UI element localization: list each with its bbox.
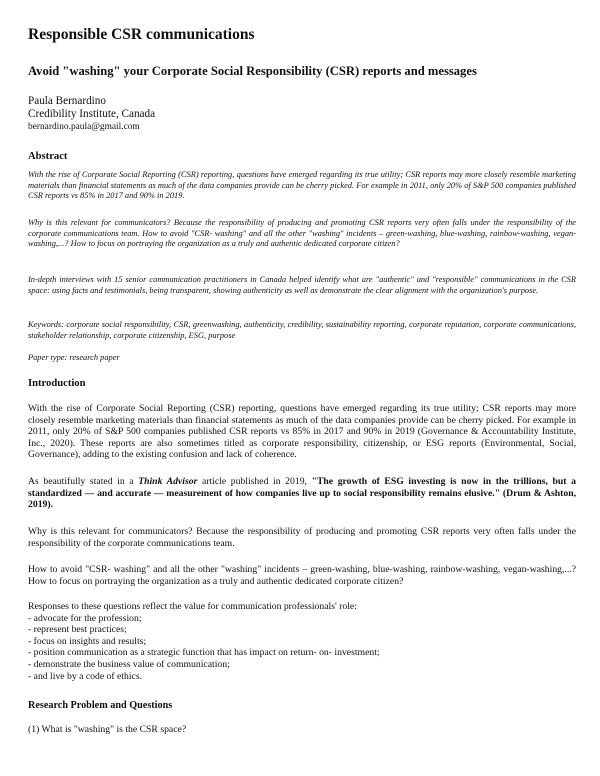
quote-lead: As beautifully stated in a	[28, 476, 139, 487]
intro-paragraph-3: Why is this relevant for communicators? Because the responsibility of producing and promoting CSR reports very often falls under the responsibility of the corporate communications team.	[28, 526, 576, 549]
list-item: - advocate for the profession;	[28, 612, 142, 624]
author-email: bernardino.paula@gmail.com	[28, 122, 140, 132]
author-affiliation: Credibility Institute, Canada	[28, 108, 156, 120]
list-item: - represent best practices;	[28, 624, 127, 636]
abstract-paragraph-2: Why is this relevant for communicators? Because the responsibility of producing and promoting CSR reports very often falls under the responsibility of the corporate communications team. How to avoid "CSR- washing" and all the other "washing" incidents – green-washing, blue-washing, rainbow-washing, vegan-washing,...? How to focus on portraying the organization as a truly and authentic dedicated corporate citizen?	[28, 218, 576, 249]
paper-title: Responsible CSR communications	[28, 26, 255, 43]
roles-list	[28, 613, 576, 683]
paper-subtitle: Avoid "washing" your Corporate Social Responsibility (CSR) reports and messages	[28, 64, 477, 78]
keywords: Keywords: corporate social responsibility, CSR, greenwashing, authenticity, credibility, sustainability reporting, corporate reputation, corporate communications, stakeholder relationship, corporate citizenship, ESG, purpose	[28, 320, 576, 340]
intro-paragraph-1: With the rise of Corporate Social Reporting (CSR) reporting, questions have emerged regarding its true utility; CSR reports may more closely resemble marketing materials than financial statements as much of the data companies provide can be cherry picked. For example in 2011, only 20% of S&P 500 companies published CSR reports vs 85% in 2017 and 90% in 2019 (Governance & Accountability Institute, Inc., 2020). These reports are also sometimes titled as corporate responsibility, citizenship, or ESG reports (Environmental, Social, Governance), adding to the existing confusion and lack of coherence.	[28, 403, 576, 461]
abstract-paragraph-3: In-depth interviews with 15 senior communication practitioners in Canada helped identify what are "authentic" and "responsible" communications in the CSR space: using facts and testimonials, being transparent, showing authenticity as well as demonstrate the clear alignment with the organization's purpose.	[28, 275, 576, 295]
research-heading: Research Problem and Questions	[28, 700, 173, 711]
quote-mid: article published in 2019,	[197, 476, 312, 487]
list-item: - position communication as a strategic function that has impact on return- on- investment;	[28, 647, 380, 659]
introduction-heading: Introduction	[28, 378, 86, 389]
intro-paragraph-4: How to avoid "CSR- washing" and all the other "washing" incidents – green-washing, blue-washing, rainbow-washing, vegan-washing,...? How to focus on portraying the organization as a truly and authentic dedicated corporate citizen?	[28, 564, 576, 587]
list-item: - focus on insights and results;	[28, 635, 147, 647]
abstract-heading: Abstract	[28, 151, 68, 162]
research-question-1: (1) What is "washing" is the CSR space?	[28, 724, 187, 735]
paper-type: Paper type: research paper	[28, 353, 120, 362]
quote-text: "The growth of ESG investing is now in the trillions, but a standardized — and accurate — measurement of how companies live up to social responsibility remains elusive." (Drum & Ashton, 2019).	[28, 476, 576, 511]
abstract-paragraph-1: With the rise of Corporate Social Reporting (CSR) reporting, questions have emerged regarding its true utility; CSR reports may more closely resemble marketing materials than financial statements as much of the data companies provide can be cherry picked. For example in 2011, only 20% of S&P 500 companies published CSR reports vs 85% in 2017 and 90% in 2019.	[28, 170, 576, 201]
list-item: - and live by a code of ethics.	[28, 670, 143, 682]
quote-source: Think Advisor	[138, 476, 198, 487]
author-name: Paula Bernardino	[28, 95, 106, 107]
intro-roles-block	[28, 601, 576, 682]
intro-quote-paragraph	[28, 476, 576, 511]
list-item: - demonstrate the business value of communication;	[28, 658, 230, 670]
author-block	[28, 95, 155, 134]
intro-paragraph-5: Responses to these questions reflect the value for communication professionals' role:	[28, 601, 357, 612]
